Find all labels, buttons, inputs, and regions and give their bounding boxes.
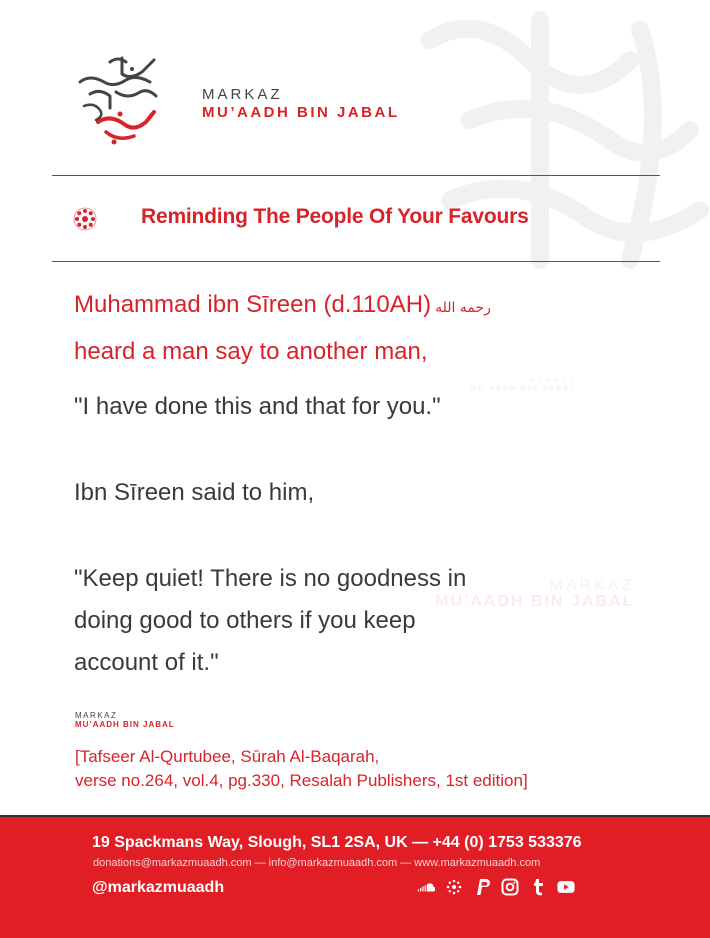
quote-2-line-1: "Keep quiet! There is no goodness in bbox=[74, 565, 467, 592]
background-calligraphy bbox=[390, 0, 710, 300]
divider-top bbox=[52, 175, 660, 176]
intro-line-2: heard a man say to another man, bbox=[74, 338, 428, 365]
tumblr-icon[interactable] bbox=[529, 878, 547, 896]
brand-line-2: MU’AADH BIN JABAL bbox=[202, 104, 400, 121]
intro-text bbox=[74, 283, 491, 374]
social-icons bbox=[417, 878, 575, 896]
brand-line-1: MARKAZ bbox=[202, 86, 283, 103]
brand-name bbox=[202, 86, 400, 121]
reference-line-1: [Tafseer Al-Qurtubee, Sūrah Al-Baqarah, bbox=[75, 747, 380, 766]
footer-address: 19 Spackmans Way, Slough, SL1 2SA, UK — +44 (0) 1753 533376 bbox=[92, 834, 582, 851]
social-handle[interactable]: @markazmuaadh bbox=[92, 879, 225, 896]
quote-2-line-3: account of it." bbox=[74, 649, 219, 676]
reference-citation bbox=[75, 745, 528, 793]
markaz-logo bbox=[70, 52, 165, 147]
ornament-icon bbox=[73, 207, 97, 231]
narration-line: Ibn Sīreen said to him, bbox=[74, 479, 315, 506]
quote-2-line-2: doing good to others if you keep bbox=[74, 607, 416, 634]
intro-line-1: Muhammad ibn Sīreen (d.110AH) bbox=[74, 291, 432, 318]
reference-line-2: verse no.264, vol.4, pg.330, Resalah Publishers, 1st edition] bbox=[75, 771, 528, 790]
podcast-icon[interactable] bbox=[445, 878, 463, 896]
paypal-icon[interactable] bbox=[473, 878, 491, 896]
soundcloud-icon[interactable] bbox=[417, 878, 435, 896]
quote-1: "I have done this and that for you." bbox=[74, 393, 441, 420]
arabic-honorific: رحمه الله bbox=[435, 300, 491, 316]
youtube-icon[interactable] bbox=[557, 878, 575, 896]
footer-contacts[interactable]: donations@markazmuaadh.com — info@markazmuaadh.com — www.markazmuaadh.com bbox=[93, 857, 541, 869]
quote-2 bbox=[74, 558, 594, 684]
watermark: MARKAZ MU’AADH BIN JABAL bbox=[435, 577, 635, 610]
small-brand-mark: MARKAZ MU’AADH BIN JABAL bbox=[75, 711, 175, 729]
watermark: MARKAZ MU’AADH BIN JABAL bbox=[470, 378, 577, 392]
instagram-icon[interactable] bbox=[501, 878, 519, 896]
footer bbox=[0, 815, 710, 938]
page-title: Reminding The People Of Your Favours bbox=[141, 205, 529, 228]
divider-bottom bbox=[52, 261, 660, 262]
